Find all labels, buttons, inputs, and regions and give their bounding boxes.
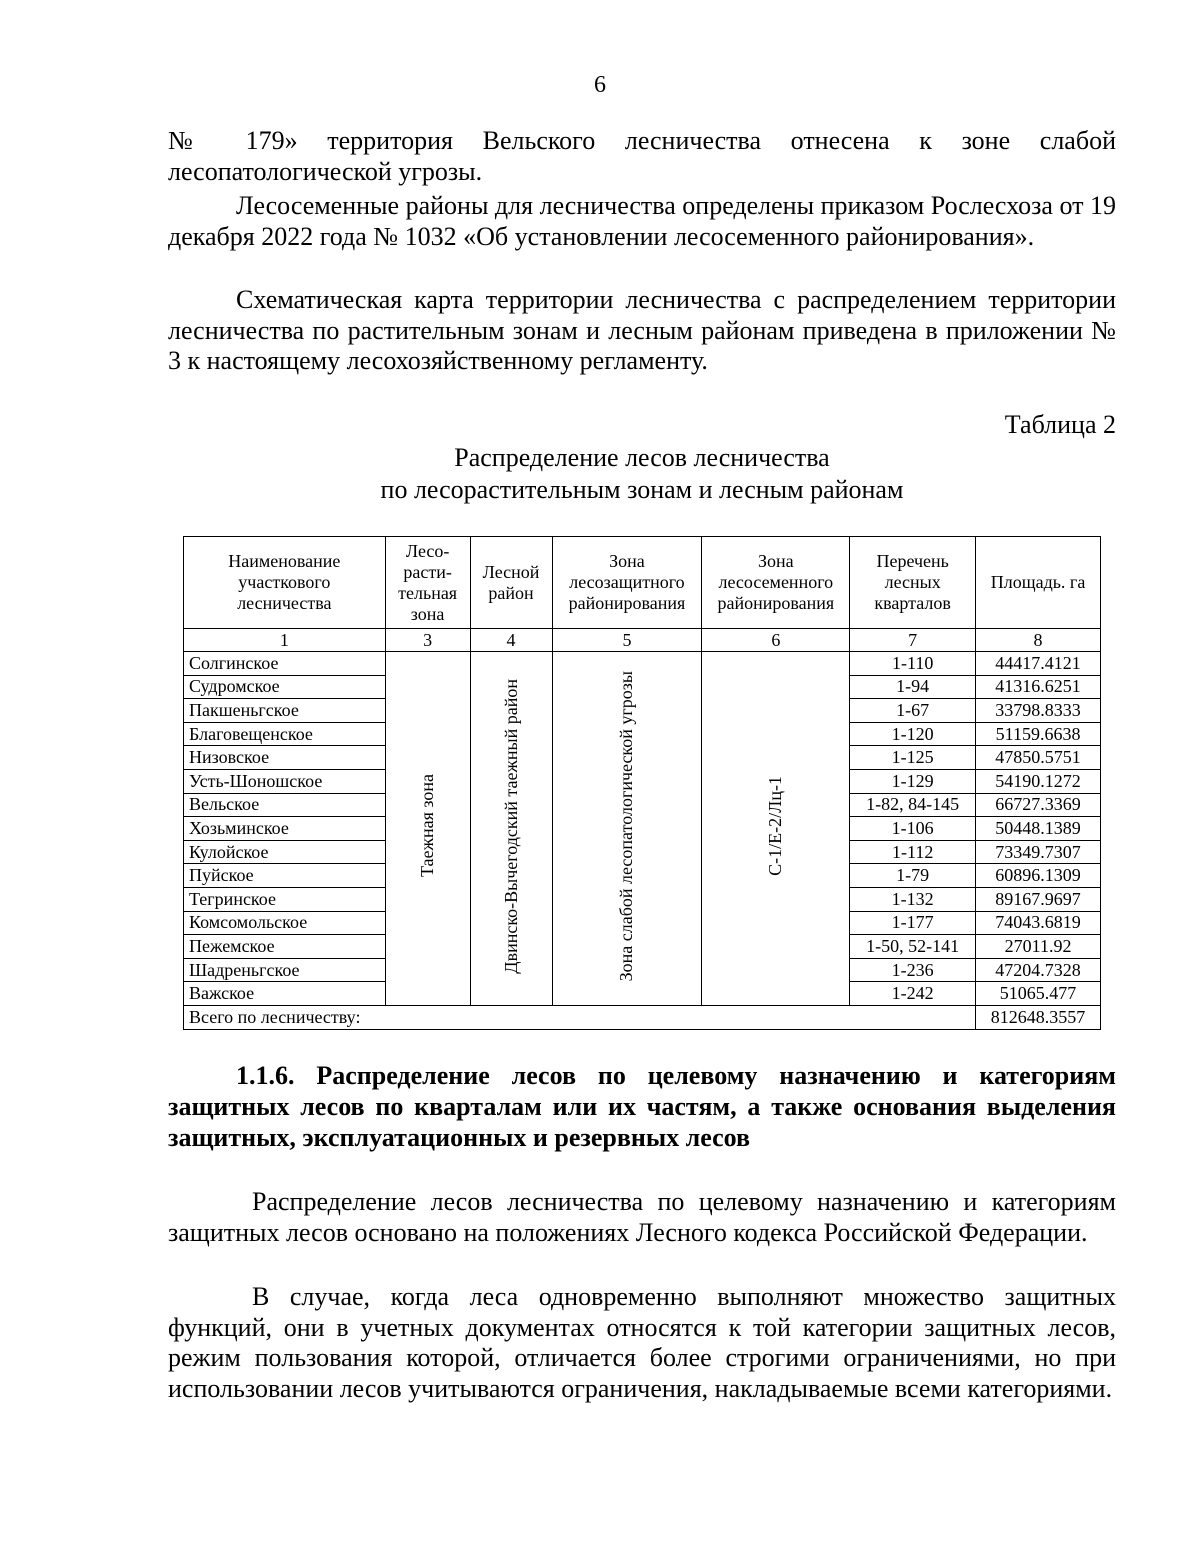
quarters-cell: 1-120 [850,722,976,746]
merged-district-cell [470,652,552,1006]
column-number: 7 [850,629,976,652]
total-area: 812648.3557 [976,1005,1101,1029]
area-cell: 33798.8333 [976,699,1101,723]
area-cell: 54190.1272 [976,769,1101,793]
table-caption-line-2: по лесорастительным зонам и лесным районам [380,475,904,504]
column-number: 3 [385,629,470,652]
forest-distribution-table [183,536,1101,1030]
area-cell: 47204.7328 [976,958,1101,982]
quarters-cell: 1-94 [850,675,976,699]
forestry-name: Хозьминское [184,817,386,841]
page-number: 6 [594,72,606,98]
forestry-name: Солгинское [184,652,386,676]
forestry-name: Кулойское [184,840,386,864]
merged-zone-cell [385,652,470,1006]
forestry-name: Усть-Шоношское [184,769,386,793]
forestry-name: Благовещенское [184,722,386,746]
column-number: 8 [976,629,1101,652]
area-cell: 44417.4121 [976,652,1101,676]
zone-value: Таежная зона [417,774,438,878]
column-number: 5 [552,629,702,652]
quarters-cell: 1-50, 52-141 [850,935,976,959]
quarters-cell: 1-110 [850,652,976,676]
paragraph-5: В случае, когда леса одновременно выполняют множество защитных функций, они в учетных документах относятся к той категории защитных лесов, режим пользования которой, отличается более строгими ограничениями, но при использовании лесов учитываются ограничения, накладываемые всеми категориями. [168,1282,1116,1403]
quarters-cell: 1-79 [850,864,976,888]
table-caption-line-1: Распределение лесов лесничества [454,443,830,472]
paragraph-2: Лесосеменные районы для лесничества определены приказом Рослесхоза от 19 декабря 2022 года № 1032 «Об установлении лесосеменного районирования». [168,191,1116,251]
quarters-cell: 1-236 [850,958,976,982]
quarters-cell: 1-82, 84-145 [850,793,976,817]
forestry-name: Важское [184,982,386,1006]
seed-zone-value: С-1/Е-2/Лц-1 [765,776,786,876]
merged-seed-zone-cell [702,652,850,1006]
quarters-cell: 1-242 [850,982,976,1006]
table-label: Таблица 2 [1004,410,1116,439]
area-cell: 73349.7307 [976,840,1101,864]
forestry-name: Вельское [184,793,386,817]
quarters-cell: 1-129 [850,769,976,793]
area-cell: 47850.5751 [976,746,1101,770]
header-quarters: Перечень лесных кварталов [850,537,976,629]
area-cell: 89167.9697 [976,887,1101,911]
merged-protect-zone-cell [552,652,702,1006]
forestry-name: Судромское [184,675,386,699]
quarters-cell: 1-125 [850,746,976,770]
total-row [184,1005,1101,1029]
header-seed-zone: Зона лесосеменного районирования [702,537,850,629]
forestry-name: Пежемское [184,935,386,959]
column-number: 6 [702,629,850,652]
forestry-name: Пакшеньгское [184,699,386,723]
area-cell: 66727.3369 [976,793,1101,817]
area-cell: 60896.1309 [976,864,1101,888]
area-cell: 74043.6819 [976,911,1101,935]
paragraph-3: Схематическая карта территории лесничества с распределением территории лесничества по растительным зонам и лесным районам приведена в приложении № 3 к настоящему лесохозяйственному регламенту. [168,285,1116,375]
area-cell: 41316.6251 [976,675,1101,699]
header-zone: Лесо- расти- тельная зона [385,537,470,629]
quarters-cell: 1-132 [850,887,976,911]
header-name: Наименование участкового лесничества [184,537,386,629]
district-value: Двинско-Вычегодский таежный район [500,678,521,974]
paragraph-4: Распределение лесов лесничества по целевому назначению и категориям защитных лесов основано на положениях Лесного кодекса Российской Федерации. [168,1187,1116,1247]
quarters-cell: 1-177 [850,911,976,935]
quarters-cell: 1-112 [850,840,976,864]
area-cell: 51065.477 [976,982,1101,1006]
area-cell: 50448.1389 [976,817,1101,841]
area-cell: 51159.6638 [976,722,1101,746]
header-protect-zone: Зона лесозащитного районирования [552,537,702,629]
protect-zone-value: Зона слабой лесопатологической угрозы [616,670,637,982]
quarters-cell: 1-106 [850,817,976,841]
quarters-cell: 1-67 [850,699,976,723]
forestry-name: Комсомольское [184,911,386,935]
column-number-row [184,629,1101,652]
column-number: 1 [184,629,386,652]
table-row [184,652,1101,676]
table-caption [168,442,1116,506]
section-heading: 1.1.6. Распределение лесов по целевому назначению и категориям защитных лесов по кварталам или их частям, а также основания выделения защитных, эксплуатационных и резервных лесов [168,1061,1116,1152]
header-area: Площадь. га [976,537,1101,629]
forestry-name: Низовское [184,746,386,770]
header-district: Лесной район [470,537,552,629]
forestry-name: Пуйское [184,864,386,888]
column-number: 4 [470,629,552,652]
total-label: Всего по лесничеству: [184,1005,976,1029]
paragraph-1: № 179» территория Вельского лесничества отнесена к зоне слабой лесопатологической угрозы. [168,126,1116,186]
area-cell: 27011.92 [976,935,1101,959]
forestry-name: Тегринское [184,887,386,911]
forestry-name: Шадреньгское [184,958,386,982]
